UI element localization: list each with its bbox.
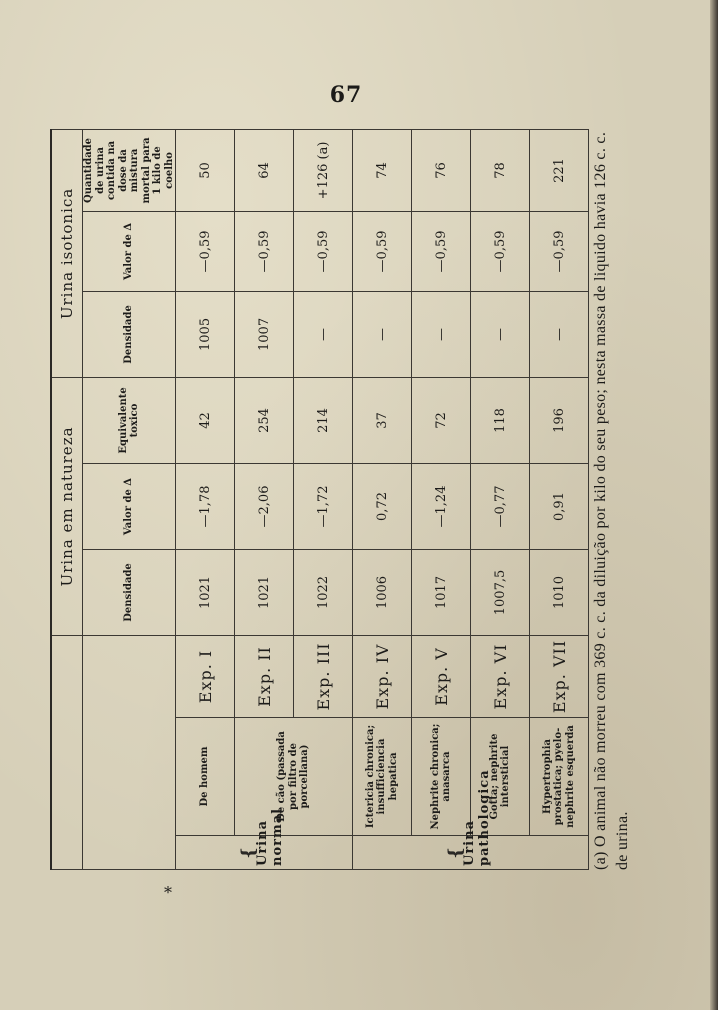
cell-equivalente-toxico: 214 [294,377,353,463]
column-header-quantidade: Quantidade de urina contida na dose da mistura mortal para 1 kilo de coelho [83,129,176,211]
cell-densidade: 1021 [176,549,235,635]
page-number: 67 [329,82,363,108]
cell-densidade-isotonica: — [471,291,530,377]
asterisk-marker: * [164,883,172,902]
row-group-normal-label: Urina normal [255,807,285,866]
column-header-valor-delta: Valor de Δ [83,463,176,549]
cell-valor-delta-isotonica: —0,59 [176,211,235,291]
header-blank-cell [51,635,83,869]
row-description: Nephrite chronica; anasarca [412,718,471,836]
cell-valor-delta: —1,72 [294,463,353,549]
column-header-valor-delta-isotonica: Valor de Δ [83,211,176,291]
experiment-label: Exp. III [294,635,353,717]
experiment-label: Exp. IV [353,635,412,717]
page-edge-shadow [710,0,718,1010]
column-header-densidade-isotonica: Densidade [83,291,176,377]
rotated-table-block [50,130,631,870]
experiment-label: Exp. I [176,635,235,717]
urine-toxicity-table [50,129,589,870]
row-description: Hypertrophia prostatica; pyelo-nephrite esquerda [530,718,589,836]
cell-densidade-isotonica: — [412,291,471,377]
cell-quantidade: 50 [176,129,235,211]
cell-densidade-isotonica: — [530,291,589,377]
cell-equivalente-toxico: 42 [176,377,235,463]
cell-valor-delta: —1,78 [176,463,235,549]
cell-quantidade: 221 [530,129,589,211]
table-row [176,129,235,869]
cell-valor-delta: —1,24 [412,463,471,549]
cell-quantidade: +126 (a) [294,129,353,211]
cell-equivalente-toxico: 196 [530,377,589,463]
cell-valor-delta-isotonica: —0,59 [471,211,530,291]
cell-densidade-isotonica: 1005 [176,291,235,377]
cell-valor-delta-isotonica: —0,59 [412,211,471,291]
cell-equivalente-toxico: 118 [471,377,530,463]
cell-densidade: 1010 [530,549,589,635]
experiment-label: Exp. V [412,635,471,717]
cell-quantidade: 76 [412,129,471,211]
experiment-label: Exp. VI [471,635,530,717]
cell-valor-delta: 0,91 [530,463,589,549]
column-header-densidade: Densidade [83,549,176,635]
cell-densidade: 1017 [412,549,471,635]
experiment-label: Exp. VII [530,635,589,717]
table-row [471,129,530,869]
cell-valor-delta-isotonica: —0,59 [353,211,412,291]
table-row [412,129,471,869]
row-group-pathologica-label: Urina pathologica [461,769,492,866]
row-group-normal [176,807,353,870]
cell-densidade-isotonica: — [353,291,412,377]
row-description: Gotta; nephrite intersticial [471,718,530,836]
cell-equivalente-toxico: 72 [412,377,471,463]
brace-icon: { [444,846,466,859]
cell-valor-delta-isotonica: —0,59 [294,211,353,291]
cell-quantidade: 74 [353,129,412,211]
cell-densidade: 1021 [235,549,294,635]
brace-icon: { [238,846,259,859]
table-row [353,129,412,869]
column-header-equivalente-toxico: Equivalente toxico [83,377,176,463]
cell-valor-delta: —2,06 [235,463,294,549]
cell-densidade: 1006 [353,549,412,635]
cell-densidade: 1007,5 [471,549,530,635]
cell-densidade-isotonica: 1007 [235,291,294,377]
row-description: De homem [176,718,235,836]
cell-valor-delta-isotonica: —0,59 [235,211,294,291]
cell-valor-delta-isotonica: —0,59 [530,211,589,291]
cell-quantidade: 78 [471,129,530,211]
cell-valor-delta: —0,77 [471,463,530,549]
cell-quantidade: 64 [235,129,294,211]
cell-equivalente-toxico: 254 [235,377,294,463]
group-header-isotonic: Urina isotonica [51,129,83,377]
subheader-blank-cell [83,635,176,869]
cell-densidade: 1022 [294,549,353,635]
row-description: De cão (passada por filtro de porcellana) [235,718,353,836]
row-description: Ictericia chronica; insufficiencia hepatica [353,718,412,836]
table-row [530,129,589,869]
footnote: (a) O animal não morreu com 369 c. c. da diluição por kilo do seu peso; nesta massa de liquido havia 126 c. c. de urina. [592,131,631,870]
cell-densidade-isotonica: — [294,291,353,377]
cell-valor-delta: 0,72 [353,463,412,549]
group-header-natural: Urina em natureza [51,377,83,635]
experiment-label: Exp. II [235,635,294,717]
cell-equivalente-toxico: 37 [353,377,412,463]
table-row [235,129,294,869]
